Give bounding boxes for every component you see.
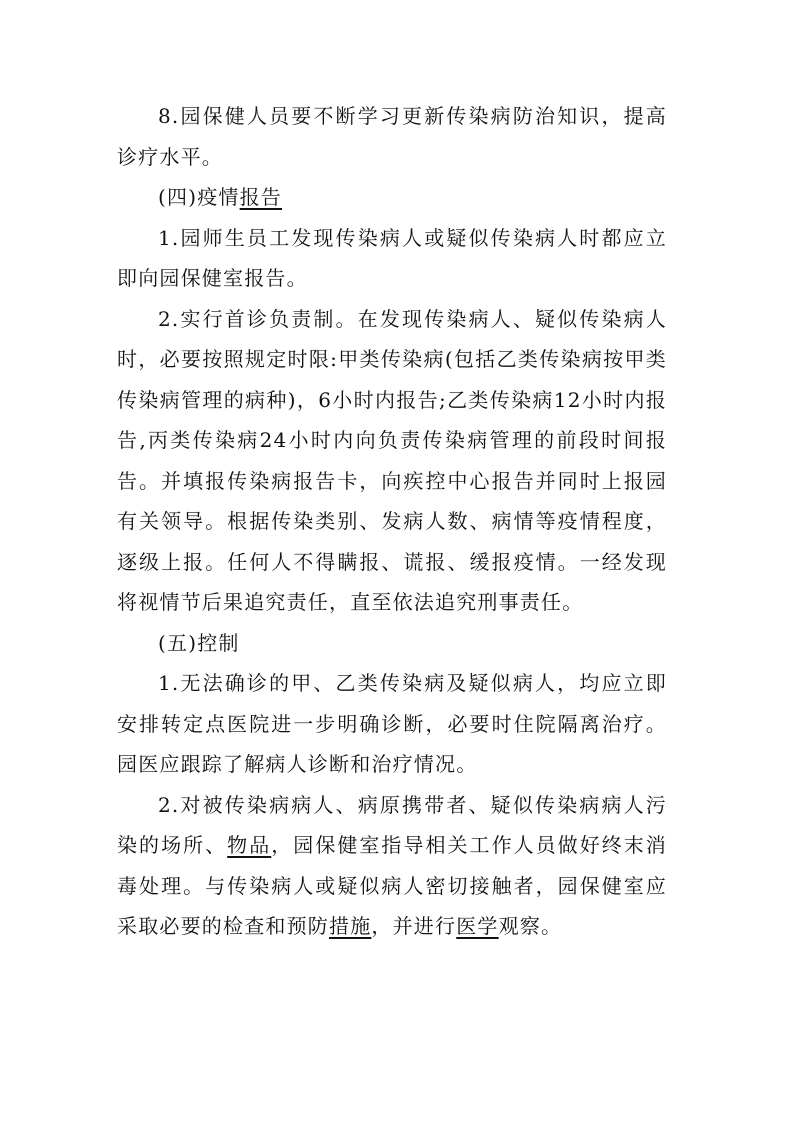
underlined-term-medical: 医学 <box>456 914 499 938</box>
paragraph-text: 2.实行首诊负责制。在发现传染病人、疑似传染病人时，必要按照规定时限:甲类传染病(包括乙类传染病按甲类传染病管理的病种)，6小时内报告;乙类传染病12小时内报告,丙类传染病24小时内向负责传染病管理的前段时间报告。并填报传染病报告卡，向疾控中心报告并同时上报园有关领导。根据传染类别、发病人数、病情等疫情程度，逐级上报。任何人不得瞒报、谎报、缓报疫情。一经发现将视情节后果追究责任，直至依法追究刑事责任。 <box>117 306 667 614</box>
paragraph-text: 8.园保健人员要不断学习更新传染病防治知识，提高诊疗水平。 <box>117 104 667 169</box>
paragraph-text: ，并进行 <box>371 914 457 938</box>
underlined-term-report: 报告 <box>239 185 283 209</box>
paragraph-control-1 <box>117 663 667 785</box>
paragraph-text: ，园保健室指导相关工作人员做好终末消毒处理。与传染病人或疑似病人密切接触者，园保健室应采取必要的检查和预防 <box>117 833 668 938</box>
heading-text: (四)疫情 <box>158 185 240 209</box>
paragraph-text: 观察。 <box>498 914 563 938</box>
paragraph-control-2 <box>117 785 667 947</box>
document-body <box>117 96 667 947</box>
underlined-term-items: 物品 <box>227 833 272 857</box>
section-heading-epidemic-report <box>117 177 667 218</box>
paragraph-text: 1.无法确诊的甲、乙类传染病及疑似病人，均应立即安排转定点医院进一步明确诊断，必要时住院隔离治疗。园医应跟踪了解病人诊断和治疗情况。 <box>117 671 667 776</box>
heading-text: (五)控制 <box>158 630 240 655</box>
section-heading-control <box>117 623 667 664</box>
paragraph-item-8 <box>117 96 667 177</box>
underlined-term-measures: 措施 <box>329 914 372 938</box>
paragraph-report-1 <box>117 218 667 299</box>
paragraph-text: 2.对被传染病病人、病原携带者、疑似传染病病人污染的场所、 <box>117 792 667 857</box>
paragraph-text: 1.园师生员工发现传染病人或疑似传染病人时都应立即向园保健室报告。 <box>117 225 667 290</box>
paragraph-report-2 <box>117 299 667 623</box>
